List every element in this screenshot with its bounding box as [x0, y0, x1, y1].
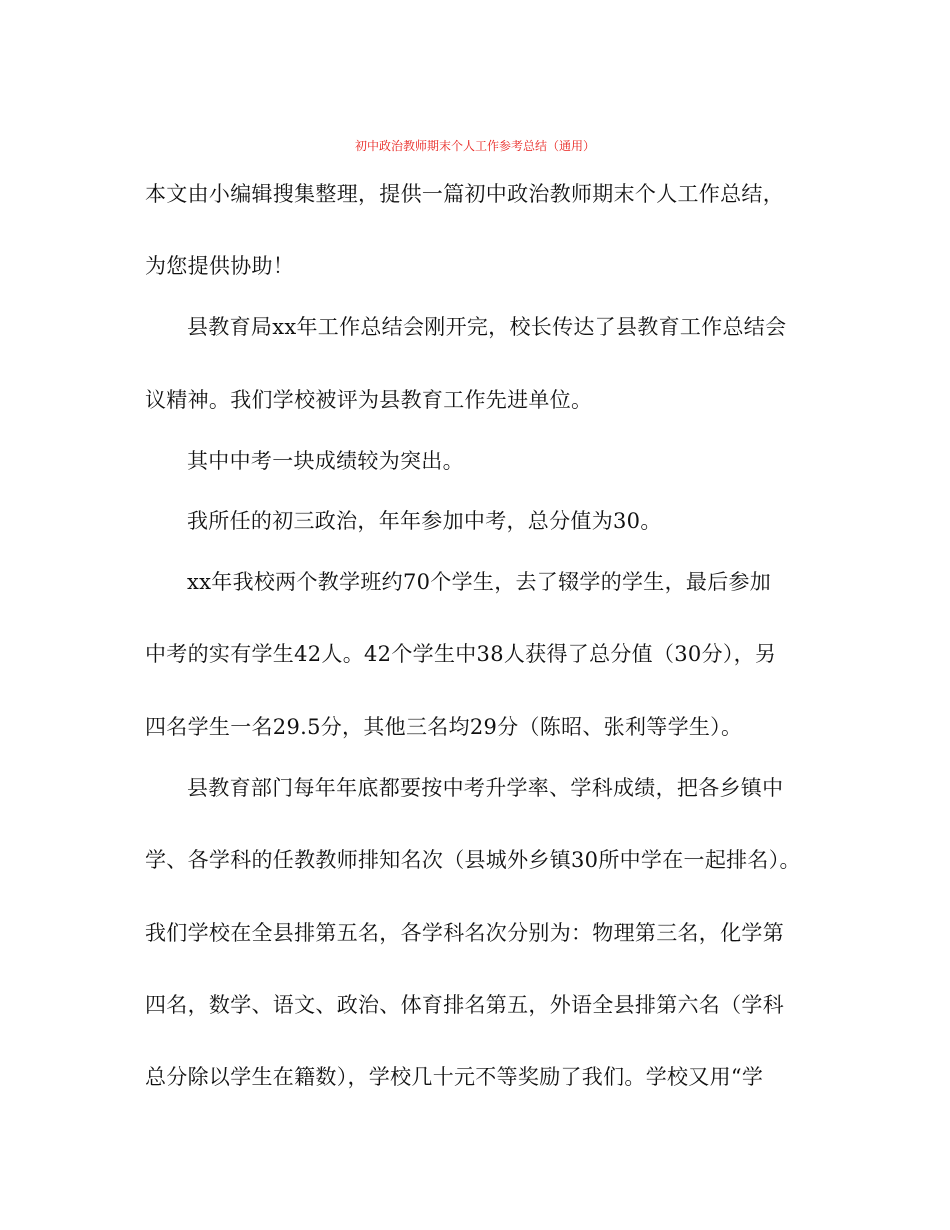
body-line-4: 议精神。我们学校被评为县教育工作先进单位。	[145, 388, 593, 412]
body-line-11: 学、各学科的任教教师排知名次（县城外乡镇30所中学在一起排名）。	[145, 848, 801, 872]
body-line-6: 我所任的初三政治，年年参加中考，总分值为30。	[187, 509, 662, 533]
body-line-9: 四名学生一名29.5分，其他三名均29分（陈昭、张利等学生）。	[145, 715, 743, 739]
body-line-10: 县教育部门每年年底都要按中考升学率、学科成绩，把各乡镇中	[187, 776, 784, 800]
body-line-13: 四名，数学、语文、政治、体育排名第五，外语全县排第六名（学科	[145, 993, 784, 1017]
body-line-2: 为您提供协助！	[145, 254, 295, 278]
body-line-5: 其中中考一块成绩较为突出。	[187, 449, 464, 473]
body-line-12: 我们学校在全县排第五名，各学科名次分别为：物理第三名，化学第	[145, 921, 784, 945]
body-line-8: 中考的实有学生42人。42个学生中38人获得了总分值（30分），另	[145, 642, 777, 666]
document-title: 初中政治教师期末个人工作参考总结（通用）	[354, 139, 595, 153]
body-line-7: xx年我校两个教学班约70个学生，去了辍学的学生，最后参加	[187, 570, 772, 594]
body-line-1: 本文由小编辑搜集整理，提供一篇初中政治教师期末个人工作总结，	[145, 182, 784, 206]
body-line-3: 县教育局xx年工作总结会刚开完，校长传达了县教育工作总结会	[187, 315, 787, 339]
body-line-14: 总分除以学生在籍数），学校几十元不等奖励了我们。学校又用“学	[145, 1065, 764, 1089]
